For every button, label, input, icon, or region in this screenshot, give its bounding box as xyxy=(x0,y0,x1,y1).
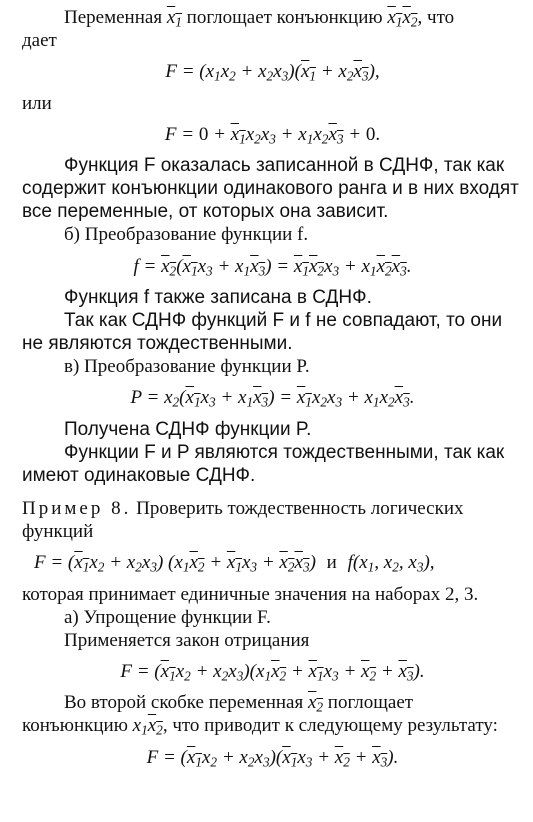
example-8: Пример 8. Проверить тождественность логических функций xyxy=(22,498,464,543)
heading-simplify-F: а) Упрощение функции F. xyxy=(64,606,271,628)
paragraph-absorption: Переменная $x_1$ поглощает конъюнкцию $x_1x_2$, что дает xyxy=(22,7,455,52)
paragraph-negation-law: Применяется закон отрицания xyxy=(64,629,310,651)
heading-transform-P: в) Преобразование функции P. xyxy=(64,356,310,378)
example-label: Пример 8. xyxy=(22,498,132,520)
formula-F-product: $F = (x_1x_2 + x_2x_3)(x_1 + x_2x_3)$, xyxy=(165,61,380,84)
formula-f: $f = x_2(x_1x_3 + x_1x_3) = x_1x_2x_3 + x_1x_2x_3$. xyxy=(133,255,412,278)
paragraph-f-sdnf: Функция f также записана в СДНФ. xyxy=(64,286,372,308)
paragraph-F-sdnf: Функция F оказалась записанной в СДНФ, так как содержит конъюнкции одинакового ранга и в них входят все переменные, от которых она зависит. xyxy=(22,154,519,223)
formula-example: $F = (x_1x_2 + x_2x_3) (x_1x_2 + x_1x_3 + x_2x_3)$ и $f(x_1$, $x_2$, $x_3$), xyxy=(34,552,435,575)
paragraph-example-cont: которая принимает единичные значения на наборах 2, 3. xyxy=(22,583,479,605)
formula-F-result: $F = (x_1x_2 + x_2x_3)(x_1x_3 + x_2 + x_3)$. xyxy=(146,746,399,769)
paragraph-equal: Функции F и P являются тождественными, так как имеют одинаковые СДНФ. xyxy=(22,441,505,486)
heading-transform-f: б) Преобразование функции f. xyxy=(64,224,309,246)
paragraph-P-sdnf: Получена СДНФ функции P. xyxy=(64,418,312,440)
paragraph-not-equal: Так как СДНФ функций F и f не совпадают, то они не являются тождественными. xyxy=(22,309,503,355)
formula-P: $P = x_2(x_1x_3 + x_1x_3) = x_1x_2x_3 + x_1x_2x_3$. xyxy=(130,387,415,410)
word-ili: или xyxy=(22,92,52,114)
formula-F-sdnf: $F = 0 + x_1x_2x_3 + x_1x_2x_3 + 0$. xyxy=(164,123,381,146)
formula-F-negation: $F = (x_1x_2 + x_2x_3)(x_1x_2 + x_1x_3 + x_2 + x_3)$. xyxy=(120,661,425,684)
paragraph-second-bracket: Во второй скобке переменная $x_2$ поглощает конъюнкцию $x_1x_2$, что приводит к следующему результату: xyxy=(22,692,498,738)
